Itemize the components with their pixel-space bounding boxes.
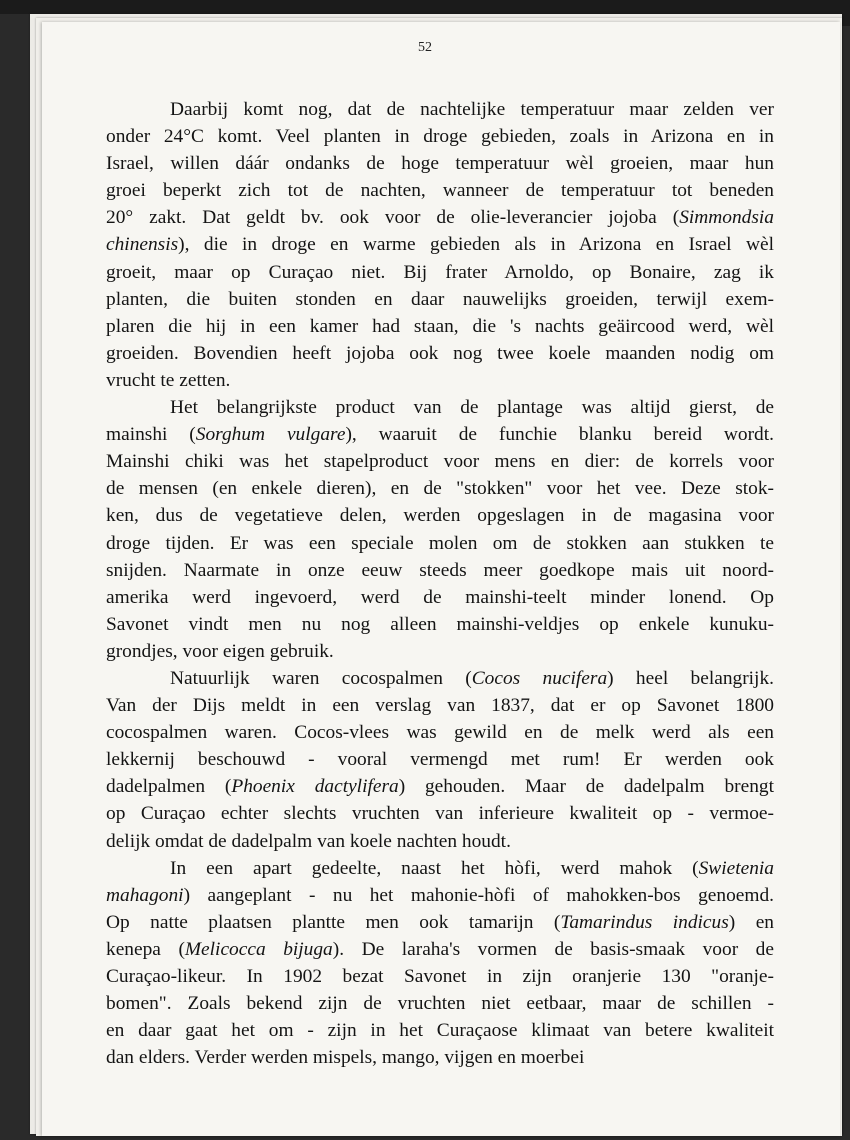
text-line	[106, 421, 774, 448]
text-segment: ) gehouden. Maar de dadelpalm brengt	[398, 776, 774, 798]
italic-term: Swietenia	[698, 857, 774, 879]
text-line	[106, 394, 774, 421]
text-line	[106, 448, 774, 475]
italic-term: mahagoni	[106, 884, 184, 906]
text-segment: mainshi (	[106, 424, 196, 446]
text-segment: en daar gaat het om - zijn in het Curaçaose klimaat van betere kwaliteit	[106, 1020, 774, 1042]
italic-term: Cocos nucifera	[471, 667, 608, 689]
text-segment: ). De laraha's vormen de basis-smaak voor de	[332, 938, 774, 960]
text-line	[106, 800, 774, 827]
text-segment: Mainshi chiki was het stapelproduct voor mens en dier: de korrels voor	[106, 451, 774, 473]
text-segment: Daarbij komt nog, dat de nachtelijke temperatuur maar zelden ver	[170, 99, 774, 120]
text-segment: droge tijden. Er was een speciale molen om de stokken aan stukken te	[106, 532, 774, 554]
italic-term: chinensis	[106, 234, 179, 256]
text-line	[106, 123, 774, 150]
text-line	[106, 638, 774, 665]
text-line	[106, 963, 774, 990]
text-line	[106, 259, 774, 286]
text-segment: dan elders. Verder werden mispels, mango, vijgen en moerbei	[106, 1047, 585, 1069]
text-segment: Het belangrijkste product van de plantage was altijd gierst, de	[170, 397, 774, 419]
text-segment: Curaçao-likeur. In 1902 bezat Savonet in zijn oranjerie 130 "oranje-	[106, 966, 774, 987]
text-segment: delijk omdat de dadelpalm van koele nachten houdt.	[106, 830, 511, 852]
text-segment: bomen". Zoals bekend zijn de vruchten niet eetbaar, maar de schillen -	[106, 993, 774, 1015]
text-line	[106, 557, 774, 584]
text-segment: ) heel belangrijk.	[607, 667, 774, 689]
text-segment: de mensen (en enkele dieren), en de "stokken" voor het vee. Deze stok-	[106, 478, 774, 500]
text-segment: onder 24°C komt. Veel planten in droge gebieden, zoals in Arizona en in	[106, 126, 774, 148]
text-line	[106, 96, 774, 123]
text-segment: Savonet vindt men nu nog alleen mainshi-veldjes op enkele kunuku-	[106, 613, 774, 635]
text-segment: vrucht te zetten.	[106, 369, 231, 391]
text-segment: Van der Dijs meldt in een verslag van 1837, dat er op Savonet 1800	[106, 695, 774, 717]
text-segment: groei beperkt zich tot de nachten, wanneer de temperatuur tot beneden	[106, 180, 774, 202]
text-line	[106, 231, 774, 258]
text-segment: op Curaçao echter slechts vruchten van inferieure kwaliteit op - vermoe-	[106, 803, 774, 825]
text-segment: grondjes, voor eigen gebruik.	[106, 640, 334, 662]
text-segment: 20° zakt. Dat geldt bv. ook voor de olie-leverancier jojoba (	[106, 207, 680, 229]
text-line	[106, 475, 774, 502]
text-segment: cocospalmen waren. Cocos-vlees was gewild en de melk werd als een	[106, 722, 774, 744]
text-line	[106, 719, 774, 746]
italic-term: Tamarindus indicus	[560, 911, 729, 933]
text-segment: kenepa (	[106, 938, 185, 960]
text-segment: lekkernij beschouwd - vooral vermengd met rum! Er werden ook	[106, 749, 774, 771]
text-segment: snijden. Naarmate in onze eeuw steeds meer goedkope mais uit noord-	[106, 559, 774, 581]
text-segment: groeit, maar op Curaçao niet. Bij frater Arnoldo, op Bonaire, zag ik	[106, 261, 774, 283]
text-segment: dadelpalmen (	[106, 776, 232, 798]
text-line	[106, 882, 774, 909]
text-line	[106, 773, 774, 800]
text-line	[106, 204, 774, 231]
text-line	[106, 828, 774, 855]
text-line	[106, 286, 774, 313]
text-line	[106, 692, 774, 719]
text-segment: In een apart gedeelte, naast het hòfi, werd mahok (	[170, 857, 699, 879]
text-line	[106, 665, 774, 692]
text-segment: ), die in droge en warme gebieden als in Arizona en Israel wèl	[178, 234, 774, 256]
italic-term: Simmondsia	[679, 207, 774, 229]
italic-term: Phoenix dactylifera	[231, 776, 399, 798]
text-segment: Op natte plaatsen plantte men ook tamarijn (	[106, 911, 561, 933]
text-segment: groeiden. Bovendien heeft jojoba ook nog twee koele maanden nodig om	[106, 342, 774, 364]
text-line	[106, 367, 774, 394]
text-segment: ken, dus de vegetatieve delen, werden opgeslagen in de magasina voor	[106, 505, 774, 527]
text-segment: amerika werd ingevoerd, werd de mainshi-teelt minder lonend. Op	[106, 586, 774, 608]
text-line	[106, 530, 774, 557]
italic-term: Melicocca bijuga	[184, 938, 333, 960]
scanner-top-edge	[0, 0, 850, 14]
text-segment: Natuurlijk waren cocospalmen (	[170, 667, 472, 689]
text-line	[106, 340, 774, 367]
text-line	[106, 502, 774, 529]
text-line	[106, 584, 774, 611]
text-segment: ), waaruit de funchie blanku bereid wordt.	[345, 424, 774, 446]
text-line	[106, 990, 774, 1017]
text-line	[106, 909, 774, 936]
text-segment: ) aangeplant - nu het mahonie-hòfi of mahokken-bos genoemd.	[183, 884, 774, 906]
text-line	[106, 855, 774, 882]
text-line	[106, 746, 774, 773]
text-line	[106, 177, 774, 204]
text-line	[106, 150, 774, 177]
italic-term: Sorghum vulgare	[195, 424, 346, 446]
text-segment: ) en	[728, 911, 775, 933]
text-segment: plaren die hij in een kamer had staan, die 's nachts geäircood werd, wèl	[106, 315, 774, 337]
body-text	[106, 96, 774, 1071]
text-line	[106, 313, 774, 340]
page-number: 52	[418, 40, 432, 55]
text-segment: planten, die buiten stonden en daar nauwelijks groeiden, terwijl exem-	[106, 288, 774, 310]
text-line	[106, 1017, 774, 1044]
text-line	[106, 1044, 774, 1071]
text-segment: Israel, willen dáár ondanks de hoge temperatuur wèl groeien, maar hun	[106, 153, 774, 175]
text-line	[106, 611, 774, 638]
text-line	[106, 936, 774, 963]
